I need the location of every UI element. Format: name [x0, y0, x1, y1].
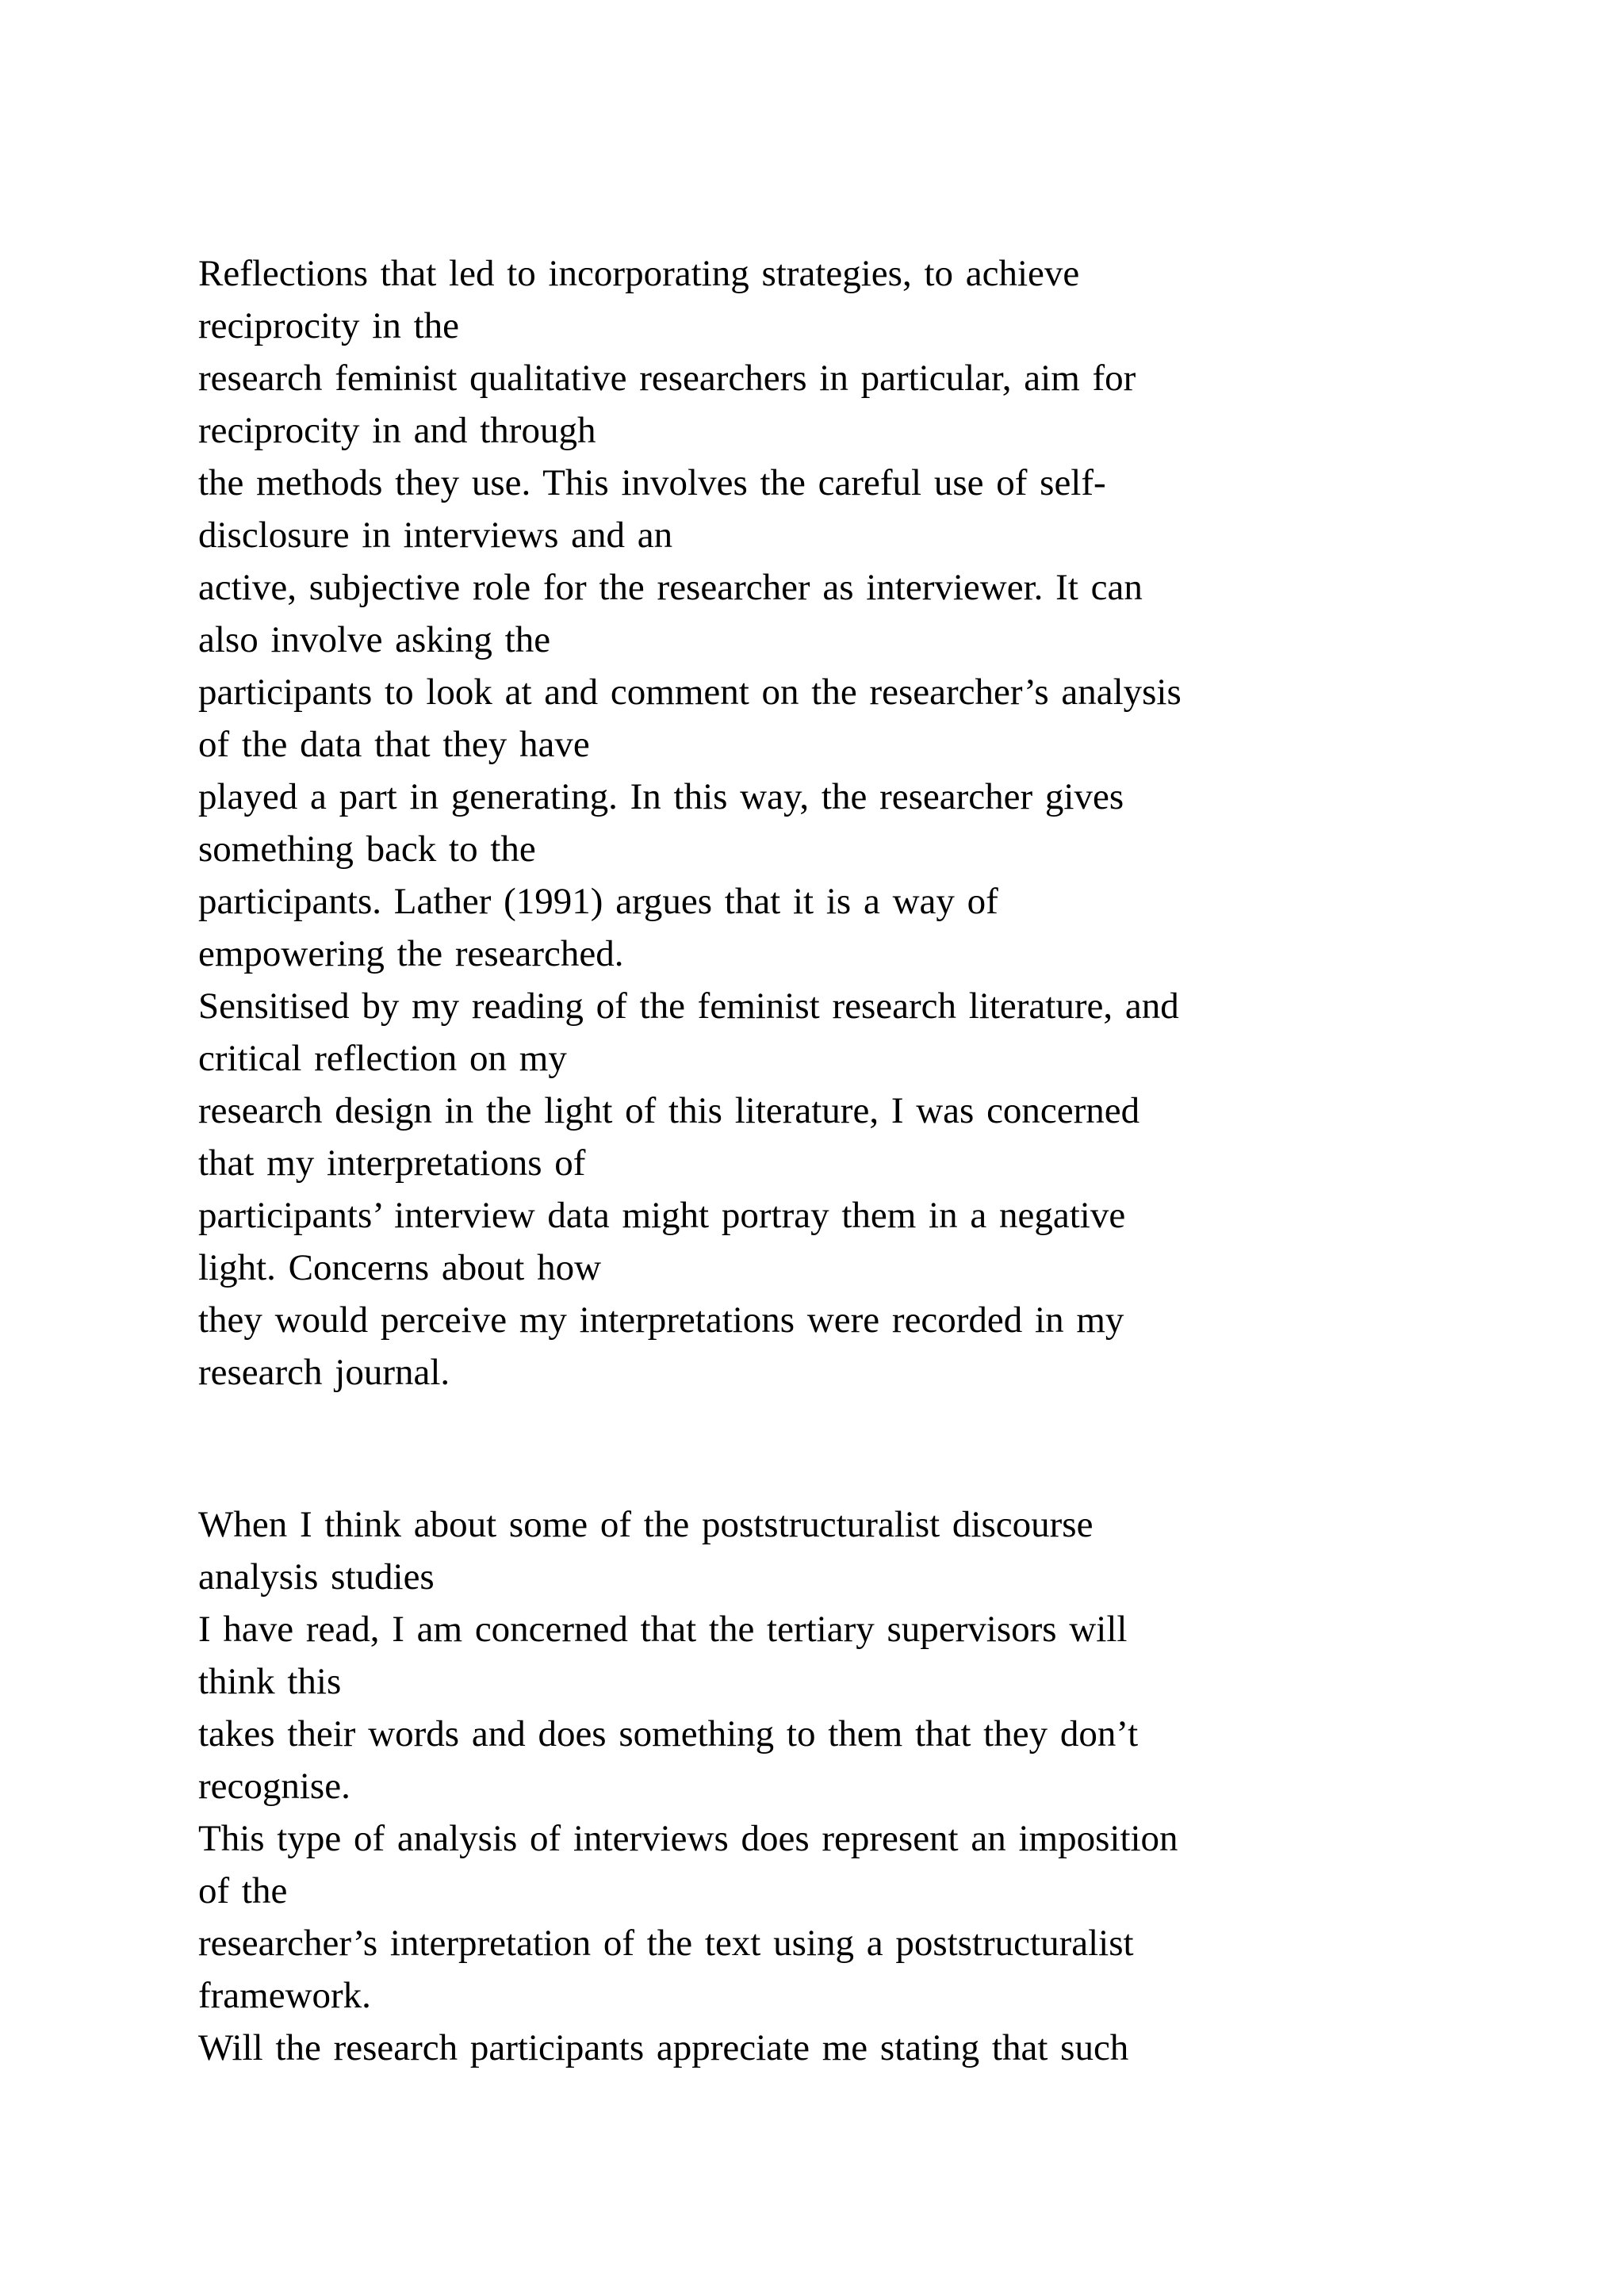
text-line: I have read, I am concerned that the tertiary supervisors will — [198, 1609, 1128, 1650]
text-line: disclosure in interviews and an — [198, 515, 673, 556]
text-line: light. Concerns about how — [198, 1247, 602, 1288]
text-line: that my interpretations of — [198, 1142, 586, 1184]
text-line: analysis studies — [198, 1556, 435, 1598]
text-line: participants to look at and comment on the researcher’s analysis — [198, 672, 1182, 713]
paragraph-journal-excerpt — [198, 1498, 1507, 2074]
text-line: Reflections that led to incorporating strategies, to achieve — [198, 253, 1080, 294]
text-line: of the — [198, 1870, 288, 1911]
text-line: takes their words and does something to them that they don’t — [198, 1713, 1139, 1755]
text-line: also involve asking the — [198, 619, 551, 660]
text-line: reciprocity in the — [198, 305, 460, 346]
text-line: This type of analysis of interviews does represent an imposition — [198, 1818, 1178, 1859]
text-line: played a part in generating. In this way, the researcher gives — [198, 776, 1124, 817]
text-line: something back to the — [198, 828, 536, 870]
text-line: they would perceive my interpretations were recorded in my — [198, 1299, 1124, 1341]
text-line: research design in the light of this literature, I was concerned — [198, 1090, 1140, 1131]
text-line: critical reflection on my — [198, 1038, 567, 1079]
text-line: Sensitised by my reading of the feminist research literature, and — [198, 985, 1179, 1027]
text-line: researcher’s interpretation of the text using a poststructuralist — [198, 1923, 1134, 1964]
text-line: participants’ interview data might portray them in a negative — [198, 1195, 1126, 1236]
paragraph-reflections — [198, 247, 1507, 1399]
text-line: research feminist qualitative researchers in particular, aim for — [198, 358, 1136, 399]
text-line: think this — [198, 1661, 342, 1702]
text-line: participants. Lather (1991) argues that it is a way of — [198, 881, 998, 922]
text-line: the methods they use. This involves the careful use of self- — [198, 462, 1106, 503]
text-line: empowering the researched. — [198, 933, 624, 974]
text-line: recognise. — [198, 1766, 350, 1807]
text-line: Will the research participants appreciate me stating that such — [198, 2027, 1129, 2068]
text-line: reciprocity in and through — [198, 410, 596, 451]
text-line: of the data that they have — [198, 724, 590, 765]
text-line: framework. — [198, 1975, 371, 2016]
text-line: research journal. — [198, 1352, 450, 1393]
text-line: active, subjective role for the researcher as interviewer. It can — [198, 567, 1143, 608]
text-line: When I think about some of the poststructuralist discourse — [198, 1504, 1094, 1545]
